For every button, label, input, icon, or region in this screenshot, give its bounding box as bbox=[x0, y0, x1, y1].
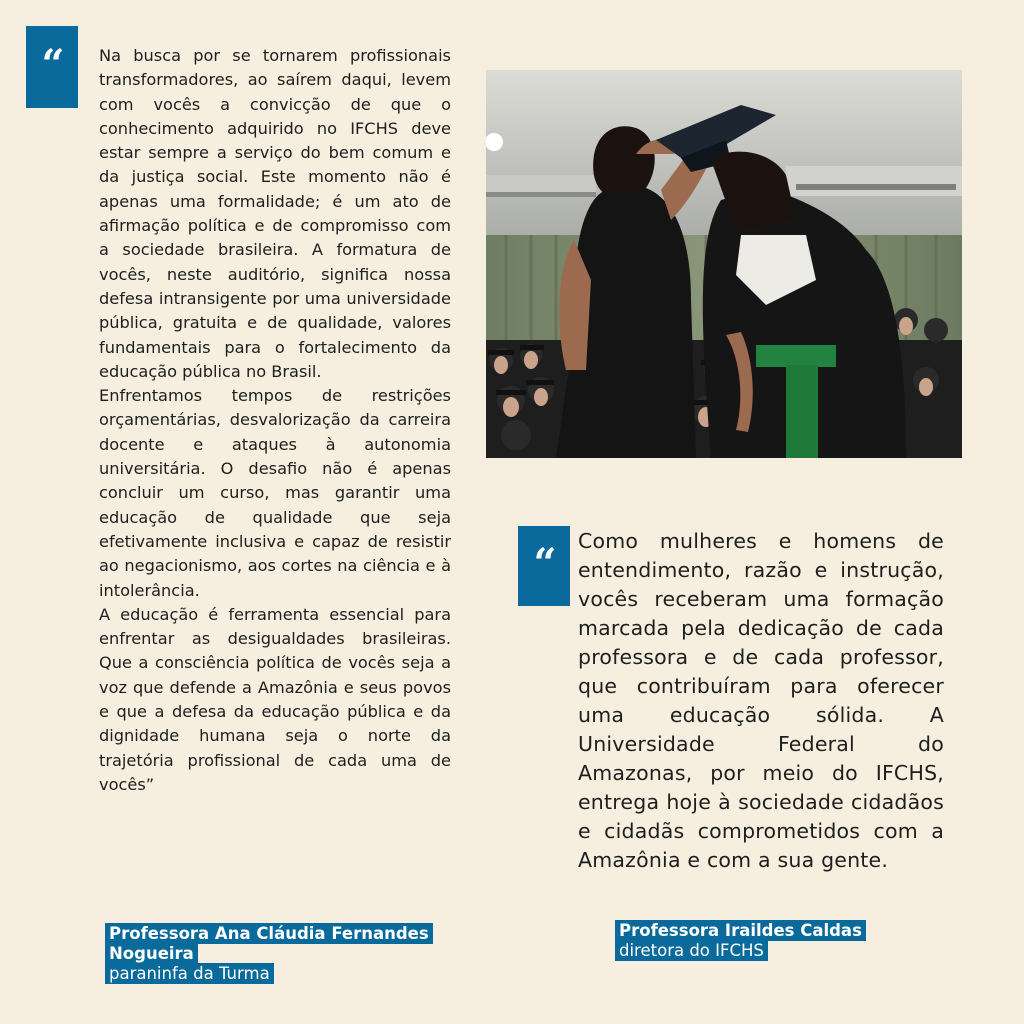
right-quote-credit bbox=[615, 921, 915, 961]
right-author-name: Professora Iraildes Caldas bbox=[615, 920, 866, 941]
left-quote-credit bbox=[105, 924, 465, 984]
left-quote-paragraph-2: Enfrentamos tempos de restrições orçamentárias, desvalorização da carreira docente e ataques à autonomia universitária. O desafio não é apenas concluir um curso, mas garantir uma educação de qualidade que seja efetivamente inclusiva e capaz de resistir ao negacionismo, aos cortes na ciência e à intolerância. bbox=[99, 386, 451, 600]
left-quote-paragraph-1: Na busca por se tornarem profissionais transformadores, ao saírem daqui, levem com vocês a convicção de que o conhecimento adquirido no IFCHS deve estar sempre a serviço do bem comum e da justiça social. Este momento não é apenas uma formalidade; é um ato de afirmação política e de compromisso com a sociedade brasileira. A formatura de vocês, neste auditório, significa nossa defesa intransigente por uma universidade pública, gratuita e de qualidade, valores fundamentais para o fortalecimento da educação pública no Brasil. bbox=[99, 46, 451, 381]
right-author-role: diretora do IFCHS bbox=[615, 940, 768, 961]
right-quote-text: Como mulheres e homens de entendimento, razão e instrução, vocês receberam uma formação marcada pela dedicação de cada professora e de cada professor, que contribuíram para oferecer uma educação sólida. A Universidade Federal do Amazonas, por meio do IFCHS, entrega hoje à sociedade cidadãos e cidadãs comprometidos com a Amazônia e com a sua gente. bbox=[578, 529, 944, 872]
quote-mark-icon: “ bbox=[26, 26, 78, 108]
left-author-name: Professora Ana Cláudia Fernandes Nogueira bbox=[105, 923, 433, 964]
left-author-role: paraninfa da Turma bbox=[105, 963, 274, 984]
quote-mark-icon: “ bbox=[518, 526, 570, 606]
left-quote-text bbox=[99, 44, 451, 797]
graduation-photo bbox=[486, 70, 962, 458]
left-quote-paragraph-3: A educação é ferramenta essencial para enfrentar as desigualdades brasileiras. Que a consciência política de vocês seja a voz que defende a Amazônia e seus povos e que a defesa da educação pública e da dignidade humana seja o norte da trajetória profissional de cada uma de vocês” bbox=[99, 604, 451, 794]
